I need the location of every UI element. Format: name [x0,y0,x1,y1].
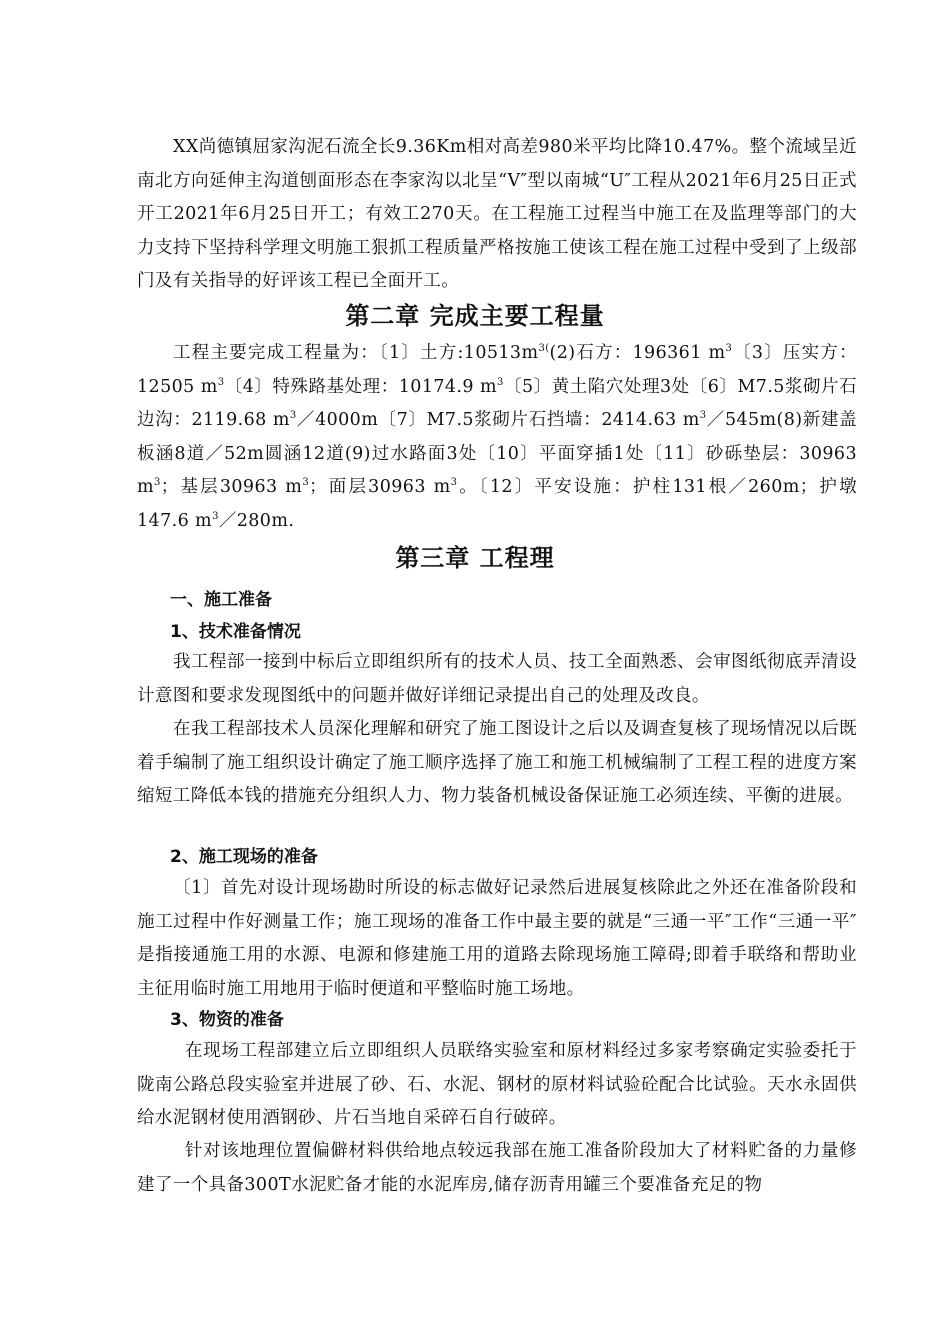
quantity-text: 工程主要完成工程量为：〔1〕土方:10513m [173,343,539,363]
technical-prep-paragraph-1: 我工程部一接到中标后立即组织所有的技术人员、技工全面熟悉、会审图纸彻底弄清设计意图和要求发现图纸中的问题并做好详细记录提出自己的处理及改良。 [137,652,857,706]
quantity-text: ；面层30963 m [309,477,451,497]
unit-superscript: 3( [538,343,550,355]
section-heading-construction-prep: 一、施工准备 [170,590,272,610]
unit-superscript: 3 [217,376,225,388]
quantity-text: ／4000m〔7〕M7.5浆砌片石挡墙：2414.63 m [296,410,700,430]
chapter-3-title: 第三章 工程理 [395,544,555,572]
site-prep-paragraph: 〔1〕首先对设计现场勘时所设的标志做好记录然后进展复核除此之外还在准备阶段和施工过程中作好测量工作；施工现场的准备工作中最主要的就是“三通一平″工作“三通一平″是指接通施工用的水源、电源和修建施工用的道路去除现场施工障碍;即着手联络和帮助业主征用临时施工用地用于临时便道和平整临时施工场地。 [137,878,857,999]
chapter-2-quantities-paragraph [137,337,857,538]
unit-superscript: 3 [212,510,219,522]
subheading-material-prep: 3、物资的准备 [170,1010,284,1030]
unit-superscript: 3 [699,410,707,422]
unit-superscript: 3 [450,477,458,489]
quantity-text: 〔3〕压实方：12505 m [137,343,857,397]
quantity-text: ／545m(8)新建盖板涵8道／52m圆涵12道(9)过水路面3处〔10〕平面穿插1处〔11〕砂砾垫层：30963 m [137,410,858,497]
quantity-text: 〔4〕特殊路基处理：10174.9 m [224,376,498,397]
chapter-2-title: 第二章 完成主要工程量 [345,302,605,330]
quantity-text: (2)石方：196361 m [549,343,726,363]
unit-superscript: 3 [497,376,504,388]
subheading-site-prep: 2、施工现场的准备 [170,847,318,867]
quantity-text: 。〔12〕平安设施：护柱131根／260m；护墩147.6 m [137,477,858,531]
quantity-text: ／280m. [218,510,295,531]
quantity-text: 〔5〕黄土陷穴处理3处〔6〕M7.5浆砌片石边沟：2119.68 m [137,376,857,430]
technical-prep-paragraph-2: 在我工程部技术人员深化理解和研究了施工图设计之后以及调查复核了现场情况以后既着手编制了施工组织设计确定了施工顺序选择了施工和施工机械编制了工程工程的进度方案缩短工降低本钱的措施充分组织人力、物力装备机械设备保证施工必须连续、平衡的进展。 [137,719,857,806]
intro-paragraph: XX尚德镇屈家沟泥石流全长9.36Km相对高差980米平均比降10.47%。整个流域呈近南北方向延伸主沟道刨面形态在李家沟以北呈“V″型以南城“U″工程从2021年6月25日正式开工2021年6月25日开工；有效工270天。在工程施工过程当中施工在及监理等部门的大力支持下坚持科学理文明施工狠抓工程质量严格按施工使该工程在施工过程中受到了上级部门及有关指导的好评该工程已全面开工。 [137,137,857,291]
unit-superscript: 3 [725,343,733,355]
unit-superscript: 3 [154,477,161,489]
material-prep-paragraph-1: 在现场工程部建立后立即组织人员联络实验室和原材料经过多家考察确定实验委托于陇南公路总段实验室并进展了砂、石、水泥、钢材的原材料试验砼配合比试验。天水永固供给水泥钢材使用酒钢砂、片石当地自采碎石自行破碎。 [137,1041,857,1128]
quantity-text: ；基层30963 m [160,477,303,497]
subheading-technical-prep: 1、技术准备情况 [170,622,301,642]
unit-superscript: 3 [302,477,310,489]
unit-superscript: 3 [289,410,297,422]
material-prep-paragraph-2: 针对该地理位置偏僻材料供给地点较远我部在施工准备阶段加大了材料贮备的力量修建了一个具备300T水泥贮备才能的水泥库房,储存沥青用罐三个要准备充足的物 [137,1141,857,1195]
